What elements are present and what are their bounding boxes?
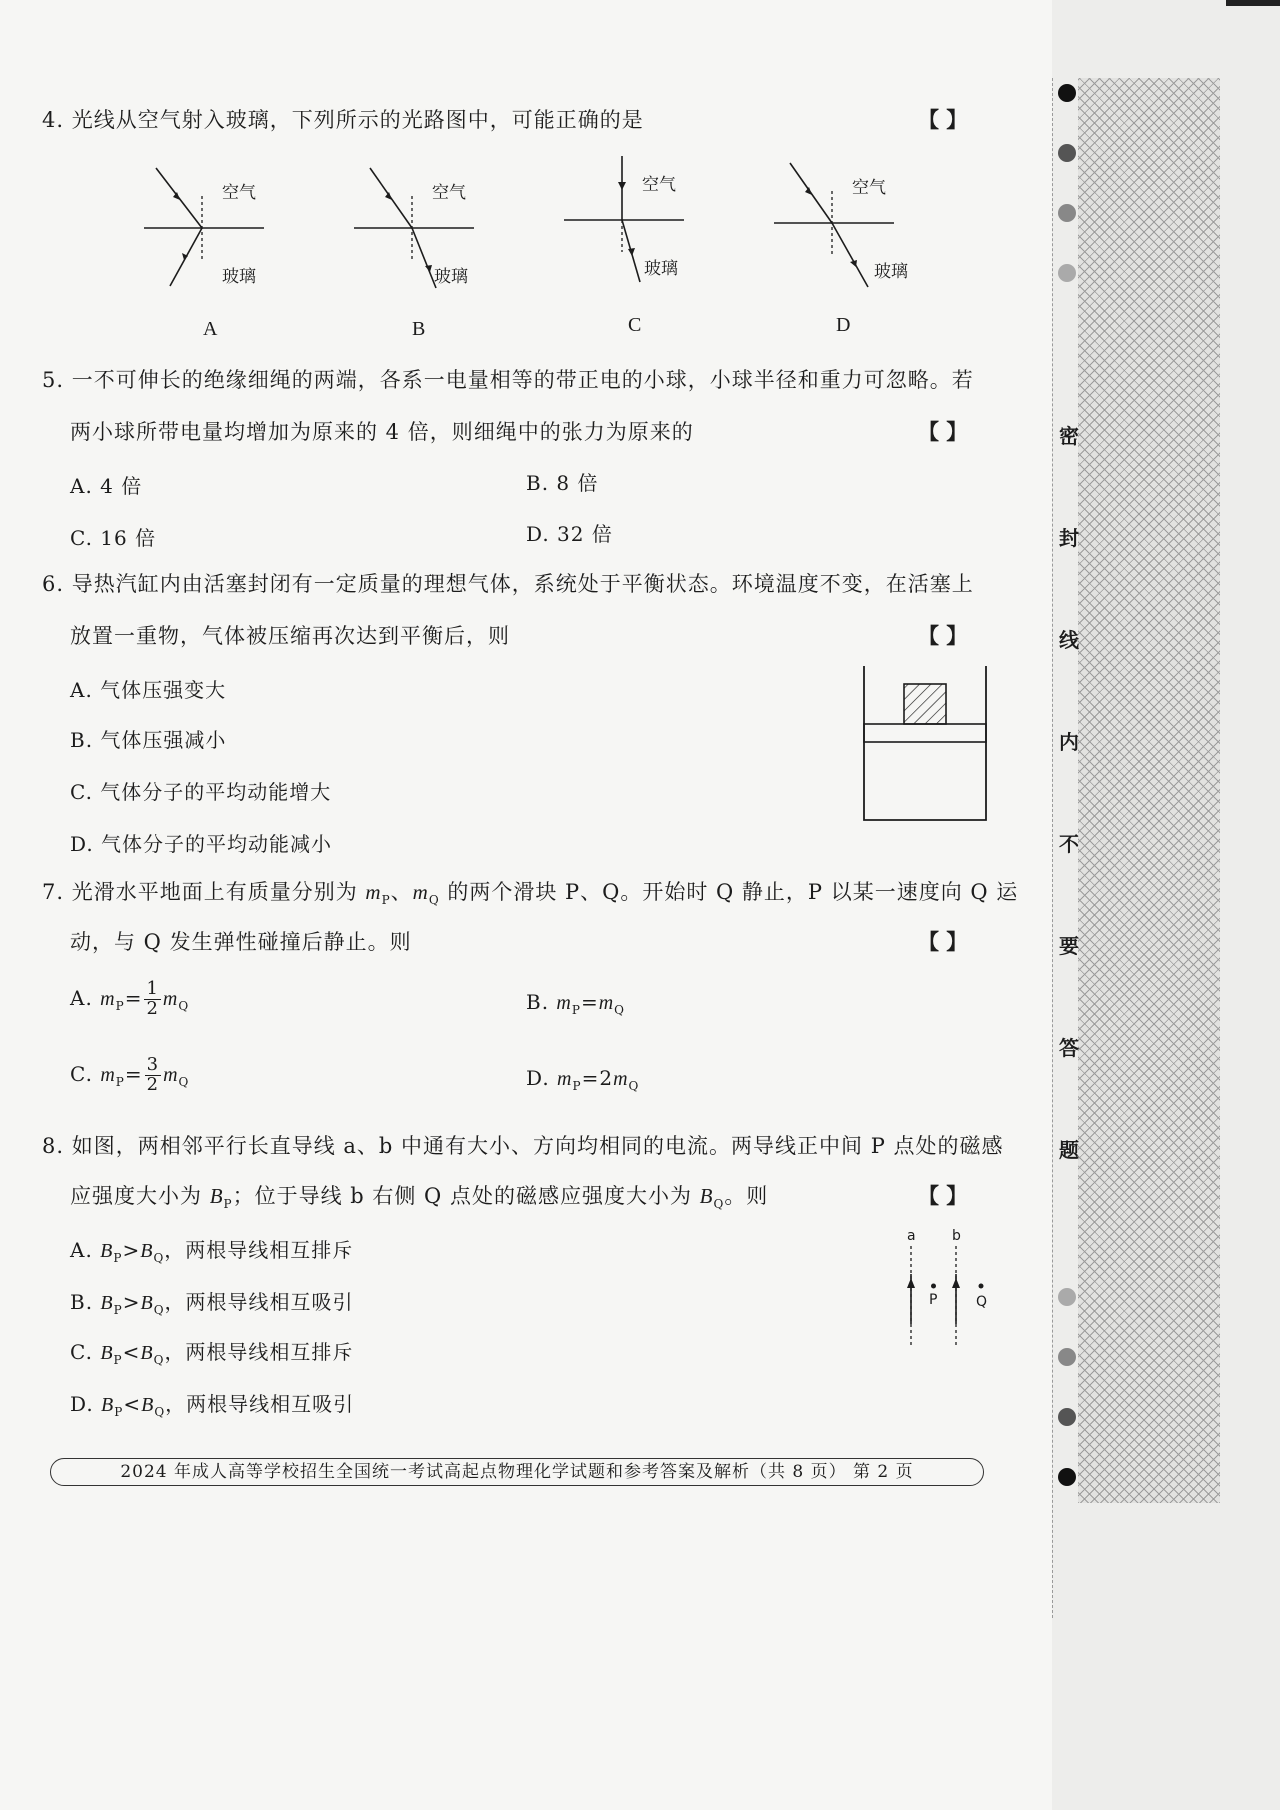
q6-option-d: D. 气体分子的平均动能减小 <box>70 832 333 856</box>
q7-a-numerator: 1 <box>146 978 159 999</box>
binding-hole-dot <box>1058 84 1076 102</box>
q8-b-sub-q: Q <box>153 1303 165 1317</box>
q7-a-letter: A. <box>70 985 93 1010</box>
q5-answer-bracket: 【 】 <box>918 420 968 444</box>
seal-char: 不 <box>1059 832 1079 856</box>
q5-stem-line1: 5. 一不可伸长的绝缘细绳的两端，各系一电量相等的带正电的小球，小球半径和重力可忽略。若 <box>42 368 974 392</box>
q4-diagram-c <box>560 152 710 292</box>
q6-option-b: B. 气体压强减小 <box>70 728 227 752</box>
page-footer: 2024 年成人高等学校招生全国统一考试高起点物理化学试题和参考答案及解析（共 8 页） 第 2 页 <box>50 1458 984 1486</box>
q4-b-air-label: 空气 <box>432 183 466 203</box>
q8-stem-line2 <box>70 1180 768 1211</box>
q6-answer-bracket: 【 】 <box>918 624 968 648</box>
q7-answer-bracket: 【 】 <box>918 930 968 954</box>
seal-char: 密 <box>1059 424 1079 448</box>
q7-a-sub-q: Q <box>178 998 190 1013</box>
q8-wire-a-label: a <box>907 1228 916 1244</box>
q8-b-text: ，两根导线相互吸引 <box>164 1290 354 1314</box>
q4-a-air-label: 空气 <box>222 183 256 203</box>
q4-d-glass-label: 玻璃 <box>874 262 908 282</box>
q7-sub-p: P <box>381 893 391 908</box>
q7-a-eq: = <box>124 985 143 1010</box>
fold-line <box>1052 78 1053 1618</box>
q7-b-sub-p: P <box>571 1003 581 1017</box>
seal-char: 题 <box>1059 1138 1079 1162</box>
q7-d-m2: m <box>613 1068 629 1090</box>
binding-hole-dot <box>1058 264 1076 282</box>
q7-a-sub-p: P <box>115 998 125 1013</box>
seal-char: 封 <box>1059 526 1079 550</box>
seal-char: 答 <box>1059 1036 1079 1060</box>
q8-a-sub-p: P <box>113 1251 123 1265</box>
q7-option-b <box>526 990 625 1017</box>
q8-b-b2: B <box>140 1292 154 1314</box>
q7-a-m2: m <box>162 987 179 1010</box>
binding-hole-dot <box>1058 1468 1076 1486</box>
q7-b-m: m <box>556 992 572 1014</box>
q8-option-c <box>70 1336 353 1367</box>
q8-d-text: ，两根导线相互吸引 <box>165 1392 355 1416</box>
q7-d-letter: D. <box>526 1066 550 1090</box>
q8-option-a <box>70 1234 353 1265</box>
q8-a-b: B <box>100 1240 114 1262</box>
seal-char: 线 <box>1059 628 1079 652</box>
q8-d-sub-q: Q <box>154 1405 166 1419</box>
q8-c-b2: B <box>140 1342 154 1364</box>
q7-c-m: m <box>100 1063 116 1086</box>
q8-c-rel: < <box>122 1340 141 1364</box>
q8-a-b2: B <box>140 1240 154 1262</box>
q7-stem-line1 <box>42 876 1018 907</box>
q8-d-letter: D. <box>70 1392 94 1416</box>
q8-line2-text-c: 。则 <box>724 1184 769 1208</box>
q4-c-air-label: 空气 <box>642 175 676 195</box>
q7-sep: 、 <box>390 880 413 904</box>
q8-d-b: B <box>101 1394 115 1416</box>
q7-b-eq: = <box>580 990 599 1014</box>
q4-stem: 4. 光线从空气射入玻璃，下列所示的光路图中，可能正确的是 <box>42 108 644 132</box>
binding-hatch-area <box>1078 78 1220 1503</box>
q4-a-glass-label: 玻璃 <box>222 267 256 287</box>
q7-option-c <box>70 1056 189 1095</box>
q7-c-denominator: 2 <box>146 1073 160 1095</box>
q8-b-sub-p: P <box>113 1303 123 1317</box>
q8-wire-b-label: b <box>952 1228 961 1244</box>
q7-m-symbol: m <box>365 880 382 904</box>
q8-point-q-label: Q <box>976 1294 988 1310</box>
q7-c-numerator: 3 <box>146 1054 160 1075</box>
q4-diagram-a <box>140 160 290 300</box>
q8-b-symbol: B <box>209 1184 224 1208</box>
q4-caption-b: B <box>412 318 426 340</box>
binding-hole-dot <box>1058 1348 1076 1366</box>
q8-wire-diagram <box>896 1234 1006 1350</box>
q5-option-c: C. 16 倍 <box>70 526 157 550</box>
q8-b-letter: B. <box>70 1290 94 1314</box>
q7-c-m2: m <box>163 1063 179 1086</box>
q7-b-sub-q: Q <box>614 1003 626 1017</box>
q7-b-m2: m <box>598 992 615 1014</box>
q7-c-sub-q: Q <box>178 1074 190 1089</box>
q7-a-fraction <box>144 980 160 1019</box>
q8-c-b: B <box>100 1342 114 1364</box>
q7-option-a <box>70 980 189 1019</box>
q8-c-sub-q: Q <box>153 1353 165 1367</box>
q8-line2-text-b: ；位于导线 b 右侧 Q 点处的磁感应强度大小为 <box>232 1184 700 1208</box>
q7-d-sub-q: Q <box>628 1079 640 1093</box>
q8-c-text: ，两根导线相互排斥 <box>164 1340 354 1364</box>
q8-b-rel: > <box>122 1290 141 1314</box>
q7-c-sub-p: P <box>115 1074 125 1089</box>
q8-sub-p: P <box>223 1197 233 1212</box>
q7-a-denominator: 2 <box>146 997 159 1019</box>
binding-hole-dot <box>1058 1408 1076 1426</box>
q8-a-text: ，两根导线相互排斥 <box>164 1238 354 1262</box>
q6-option-c: C. 气体分子的平均动能增大 <box>70 780 332 804</box>
q8-b-b: B <box>100 1292 114 1314</box>
q7-m-symbol: m <box>412 880 429 904</box>
q4-diagram-b <box>350 160 500 300</box>
q4-caption-c: C <box>628 314 642 336</box>
q7-b-letter: B. <box>526 990 550 1014</box>
q8-c-sub-p: P <box>113 1353 123 1367</box>
q4-b-glass-label: 玻璃 <box>434 267 468 287</box>
q7-d-m: m <box>557 1068 573 1090</box>
q4-d-air-label: 空气 <box>852 178 886 198</box>
q7-a-m: m <box>100 987 116 1010</box>
q7-stem-line2: 动，与 Q 发生弹性碰撞后静止。则 <box>70 930 412 954</box>
q8-option-b <box>70 1286 354 1317</box>
q8-a-rel: > <box>122 1238 141 1262</box>
q8-d-sub-p: P <box>114 1405 124 1419</box>
q7-stem-text-a: 7. 光滑水平地面上有质量分别为 <box>42 880 366 904</box>
q8-sub-q: Q <box>713 1197 725 1212</box>
q6-stem-line1: 6. 导热汽缸内由活塞封闭有一定质量的理想气体，系统处于平衡状态。环境温度不变，在活塞上 <box>42 572 974 596</box>
q8-d-b2: B <box>141 1394 155 1416</box>
binding-hole-dot <box>1058 144 1076 162</box>
q7-c-letter: C. <box>70 1061 93 1086</box>
q8-answer-bracket: 【 】 <box>918 1184 968 1208</box>
scan-edge-mark <box>1226 0 1280 6</box>
q8-option-d <box>70 1388 354 1419</box>
q5-option-d: D. 32 倍 <box>526 522 613 546</box>
q7-d-coef: 2 <box>599 1066 614 1090</box>
q8-c-letter: C. <box>70 1340 93 1364</box>
q8-d-rel: < <box>123 1392 142 1416</box>
q7-c-eq: = <box>124 1061 143 1086</box>
q7-option-d <box>526 1066 639 1093</box>
q8-a-sub-q: Q <box>153 1251 165 1265</box>
q8-b-symbol: B <box>699 1184 714 1208</box>
q7-stem-text-b: 的两个滑块 P、Q。开始时 Q 静止，P 以某一速度向 Q 运 <box>439 880 1019 904</box>
q7-d-sub-p: P <box>572 1079 582 1093</box>
binding-hole-dot <box>1058 204 1076 222</box>
binding-hole-dot <box>1058 1288 1076 1306</box>
q8-line2-text-a: 应强度大小为 <box>70 1184 210 1208</box>
q4-answer-bracket: 【 】 <box>918 108 968 132</box>
q6-cylinder-diagram <box>860 664 992 824</box>
q8-a-letter: A. <box>70 1238 93 1262</box>
q6-option-a: A. 气体压强变大 <box>70 678 227 702</box>
q7-sub-q: Q <box>428 893 440 908</box>
q8-stem-line1: 8. 如图，两相邻平行长直导线 a、b 中通有大小、方向均相同的电流。两导线正中间 P 点处的磁感 <box>42 1134 1004 1158</box>
q7-c-fraction <box>145 1056 161 1095</box>
q5-option-a: A. 4 倍 <box>70 474 143 498</box>
seal-char: 要 <box>1059 934 1079 958</box>
q4-caption-a: A <box>203 318 218 340</box>
q4-c-glass-label: 玻璃 <box>644 259 678 279</box>
q7-d-eq: = <box>581 1066 600 1090</box>
q8-point-p-label: P <box>929 1292 938 1308</box>
seal-char: 内 <box>1059 730 1079 754</box>
q5-option-b: B. 8 倍 <box>526 471 599 495</box>
q6-stem-line2: 放置一重物，气体被压缩再次达到平衡后，则 <box>70 624 510 648</box>
q4-caption-d: D <box>836 314 851 336</box>
q5-stem-line2: 两小球所带电量均增加为原来的 4 倍，则细绳中的张力为原来的 <box>70 420 694 444</box>
